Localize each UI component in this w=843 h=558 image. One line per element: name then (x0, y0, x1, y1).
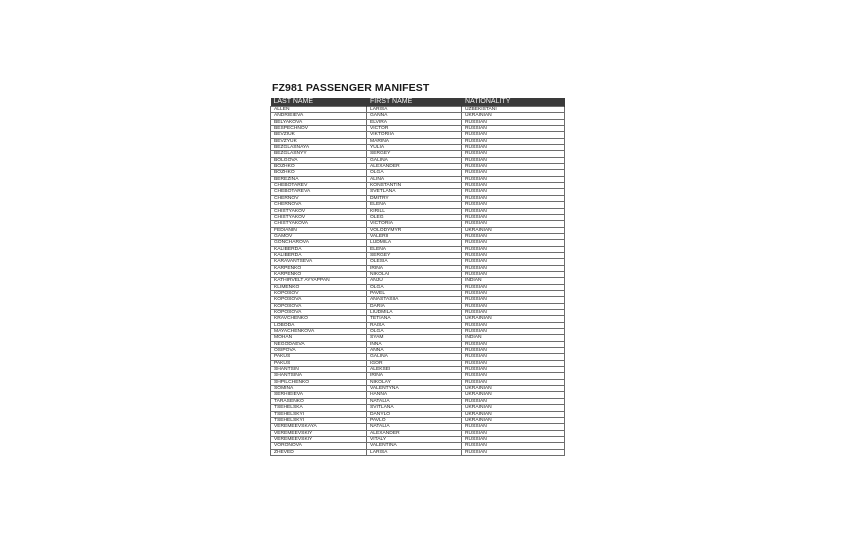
nationality-cell: UKRAINIAN (462, 113, 565, 119)
first-name-cell: LUDMILA (367, 240, 462, 246)
nationality-cell: RUSSIAN (462, 367, 565, 373)
table-header-row (271, 98, 565, 107)
nationality-cell: RUSSIAN (462, 119, 565, 125)
first-name-cell: NIKOLAY (367, 379, 462, 385)
last-name-cell: KALIBERDA (271, 252, 367, 258)
nationality-cell: RUSSIAN (462, 252, 565, 258)
table-body (271, 107, 565, 456)
first-name-cell: SYAM (367, 335, 462, 341)
last-name-cell: VEREMEEVSKIY (271, 436, 367, 442)
first-name-cell: HANNA (367, 392, 462, 398)
first-name-cell: YULIA (367, 145, 462, 151)
last-name-cell: OSIPOVA (271, 348, 367, 354)
nationality-cell: RUSSIAN (462, 176, 565, 182)
last-name-cell: PAKUS (271, 360, 367, 366)
last-name-cell: CHISTYAKOV (271, 208, 367, 214)
last-name-cell: TSEHELSKYI (271, 417, 367, 423)
nationality-cell: UKRAINIAN (462, 386, 565, 392)
first-name-cell: GALINA (367, 157, 462, 163)
last-name-cell: VORONOVA (271, 443, 367, 449)
first-name-cell: ANNA (367, 348, 462, 354)
last-name-cell: BEZGLASNYY (271, 151, 367, 157)
last-name-cell: TARASENKO (271, 398, 367, 404)
last-name-cell: KOPOSOVA (271, 297, 367, 303)
last-name-cell: FEDIANIN (271, 227, 367, 233)
nationality-cell: UKRAINIAN (462, 392, 565, 398)
nationality-cell: RUSSIAN (462, 430, 565, 436)
first-name-cell: OLGA (367, 329, 462, 335)
manifest-title: FZ981 PASSENGER MANIFEST (272, 82, 430, 94)
header-first-name: FIRST NAME (367, 98, 462, 107)
last-name-cell: BEVZIUK (271, 132, 367, 138)
nationality-cell: UKRAINIAN (462, 405, 565, 411)
last-name-cell: KOPOSOVA (271, 310, 367, 316)
first-name-cell: RAISA (367, 322, 462, 328)
first-name-cell: VIKTORIIA (367, 132, 462, 138)
first-name-cell: DMITRY (367, 195, 462, 201)
last-name-cell: GAMOV (271, 233, 367, 239)
first-name-cell: INNA (367, 341, 462, 347)
first-name-cell: ALEXANDER (367, 430, 462, 436)
last-name-cell: SHANTSIN (271, 367, 367, 373)
last-name-cell: TSEHELSKYI (271, 411, 367, 417)
header-last-name: LAST NAME (271, 98, 367, 107)
nationality-cell: RUSSIAN (462, 189, 565, 195)
first-name-cell: ANJU (367, 278, 462, 284)
first-name-cell: DARIA (367, 303, 462, 309)
first-name-cell: OLESIA (367, 259, 462, 265)
last-name-cell: CHERNOVA (271, 202, 367, 208)
nationality-cell: UKRAINIAN (462, 316, 565, 322)
first-name-cell: ALEKSEI (367, 367, 462, 373)
first-name-cell: LARISA (367, 107, 462, 113)
last-name-cell: ALLEN (271, 107, 367, 113)
nationality-cell: RUSSIAN (462, 214, 565, 220)
last-name-cell: GONCHAROVA (271, 240, 367, 246)
last-name-cell: KLIMENKO (271, 284, 367, 290)
last-name-cell: KARPENKO (271, 265, 367, 271)
last-name-cell: MAYACHENKOVA (271, 329, 367, 335)
first-name-cell: ANASTASIIA (367, 297, 462, 303)
first-name-cell: VALERII (367, 233, 462, 239)
last-name-cell: BOZHKO (271, 170, 367, 176)
first-name-cell: VOLODYMYR (367, 227, 462, 233)
header-nationality: NATIONALITY (462, 98, 565, 107)
first-name-cell: SERGEY (367, 252, 462, 258)
nationality-cell: RUSSIAN (462, 170, 565, 176)
first-name-cell: VALENTINA (367, 443, 462, 449)
nationality-cell: RUSSIAN (462, 265, 565, 271)
nationality-cell: RUSSIAN (462, 145, 565, 151)
first-name-cell: ALINA (367, 176, 462, 182)
nationality-cell: RUSSIAN (462, 164, 565, 170)
first-name-cell: TETIANA (367, 316, 462, 322)
first-name-cell: SVITLANA (367, 405, 462, 411)
nationality-cell: RUSSIAN (462, 341, 565, 347)
nationality-cell: RUSSIAN (462, 208, 565, 214)
nationality-cell: RUSSIAN (462, 290, 565, 296)
nationality-cell: RUSSIAN (462, 284, 565, 290)
last-name-cell: CHISTYAKOVA (271, 221, 367, 227)
first-name-cell: SVETLANA (367, 189, 462, 195)
last-name-cell: VEREMEEVSKAYA (271, 424, 367, 430)
last-name-cell: KALIBERDA (271, 246, 367, 252)
nationality-cell: RUSSIAN (462, 424, 565, 430)
first-name-cell: IGOR (367, 360, 462, 366)
last-name-cell: MOHAN (271, 335, 367, 341)
nationality-cell: RUSSIAN (462, 132, 565, 138)
last-name-cell: VEREMEEVSKIY (271, 430, 367, 436)
nationality-cell: RUSSIAN (462, 297, 565, 303)
last-name-cell: ANDRIEIEVA (271, 113, 367, 119)
nationality-cell: UKRAINIAN (462, 417, 565, 423)
last-name-cell: BELYAKOVA (271, 119, 367, 125)
last-name-cell: BEREZINA (271, 176, 367, 182)
first-name-cell: NIKOLAI (367, 271, 462, 277)
first-name-cell: VICTORIA (367, 221, 462, 227)
nationality-cell: INDIAN (462, 278, 565, 284)
first-name-cell: KONSTANTIN (367, 183, 462, 189)
last-name-cell: LOBODA (271, 322, 367, 328)
last-name-cell: KOPOSOV (271, 290, 367, 296)
first-name-cell: SERGEY (367, 151, 462, 157)
first-name-cell: LARISA (367, 449, 462, 455)
nationality-cell: RUSSIAN (462, 443, 565, 449)
last-name-cell: ZHEVED (271, 449, 367, 455)
passenger-table (270, 98, 565, 456)
first-name-cell: VICTOR (367, 126, 462, 132)
last-name-cell: KRAVCHENKO (271, 316, 367, 322)
last-name-cell: BESPECHNOV (271, 126, 367, 132)
first-name-cell: KIRILL (367, 208, 462, 214)
first-name-cell: PAVEL (367, 290, 462, 296)
manifest-document (270, 80, 564, 456)
nationality-cell: RUSSIAN (462, 354, 565, 360)
first-name-cell: OLEG (367, 214, 462, 220)
table-row (271, 449, 565, 455)
nationality-cell: RUSSIAN (462, 233, 565, 239)
nationality-cell: RUSSIAN (462, 373, 565, 379)
first-name-cell: NATALIA (367, 398, 462, 404)
nationality-cell: INDIAN (462, 335, 565, 341)
last-name-cell: BOZHKO (271, 164, 367, 170)
first-name-cell: LIUDMILA (367, 310, 462, 316)
last-name-cell: CHISTYAKOV (271, 214, 367, 220)
nationality-cell: RUSSIAN (462, 151, 565, 157)
last-name-cell: BEVZYUK (271, 138, 367, 144)
first-name-cell: DANYLO (367, 411, 462, 417)
nationality-cell: RUSSIAN (462, 398, 565, 404)
first-name-cell: GANNA (367, 113, 462, 119)
first-name-cell: PAVLO (367, 417, 462, 423)
nationality-cell: RUSSIAN (462, 183, 565, 189)
nationality-cell: RUSSIAN (462, 221, 565, 227)
first-name-cell: IRINA (367, 373, 462, 379)
first-name-cell: IRINA (367, 265, 462, 271)
last-name-cell: BOLGOVA (271, 157, 367, 163)
nationality-cell: RUSSIAN (462, 360, 565, 366)
nationality-cell: RUSSIAN (462, 329, 565, 335)
first-name-cell: OLGA (367, 170, 462, 176)
first-name-cell: ELENA (367, 202, 462, 208)
first-name-cell: MARINA (367, 138, 462, 144)
nationality-cell: RUSSIAN (462, 436, 565, 442)
nationality-cell: RUSSIAN (462, 246, 565, 252)
first-name-cell: ELVIRA (367, 119, 462, 125)
last-name-cell: KARPENKO (271, 271, 367, 277)
last-name-cell: TSEHELSKA (271, 405, 367, 411)
nationality-cell: UKRAINIAN (462, 411, 565, 417)
nationality-cell: UKRAINIAN (462, 227, 565, 233)
nationality-cell: RUSSIAN (462, 271, 565, 277)
nationality-cell: RUSSIAN (462, 449, 565, 455)
first-name-cell: ALEXANDER (367, 164, 462, 170)
nationality-cell: RUSSIAN (462, 195, 565, 201)
nationality-cell: RUSSIAN (462, 240, 565, 246)
nationality-cell: RUSSIAN (462, 202, 565, 208)
nationality-cell: RUSSIAN (462, 348, 565, 354)
nationality-cell: RUSSIAN (462, 259, 565, 265)
first-name-cell: OLGA (367, 284, 462, 290)
last-name-cell: KARAVANTSEVA (271, 259, 367, 265)
first-name-cell: NATALIA (367, 424, 462, 430)
last-name-cell: CHERNOV (271, 195, 367, 201)
last-name-cell: SOMINA (271, 386, 367, 392)
last-name-cell: PAKUS (271, 354, 367, 360)
last-name-cell: SHANTSINA (271, 373, 367, 379)
nationality-cell: RUSSIAN (462, 157, 565, 163)
last-name-cell: BEZGLASNAYA (271, 145, 367, 151)
first-name-cell: GALINA (367, 354, 462, 360)
nationality-cell: RUSSIAN (462, 126, 565, 132)
last-name-cell: CHEBOTAREVA (271, 189, 367, 195)
nationality-cell: UZBEKISTANI (462, 107, 565, 113)
nationality-cell: RUSSIAN (462, 322, 565, 328)
nationality-cell: RUSSIAN (462, 138, 565, 144)
last-name-cell: KATHIRVELT AYYAPPAN (271, 278, 367, 284)
nationality-cell: RUSSIAN (462, 310, 565, 316)
first-name-cell: VITALY (367, 436, 462, 442)
last-name-cell: SHPILCHENKO (271, 379, 367, 385)
first-name-cell: VALENTYNA (367, 386, 462, 392)
first-name-cell: ELENA (367, 246, 462, 252)
last-name-cell: SERHIEIEVA (271, 392, 367, 398)
last-name-cell: KOPOSOVA (271, 303, 367, 309)
last-name-cell: NEGODAEVA (271, 341, 367, 347)
nationality-cell: RUSSIAN (462, 379, 565, 385)
nationality-cell: RUSSIAN (462, 303, 565, 309)
last-name-cell: CHEBOTAREV (271, 183, 367, 189)
